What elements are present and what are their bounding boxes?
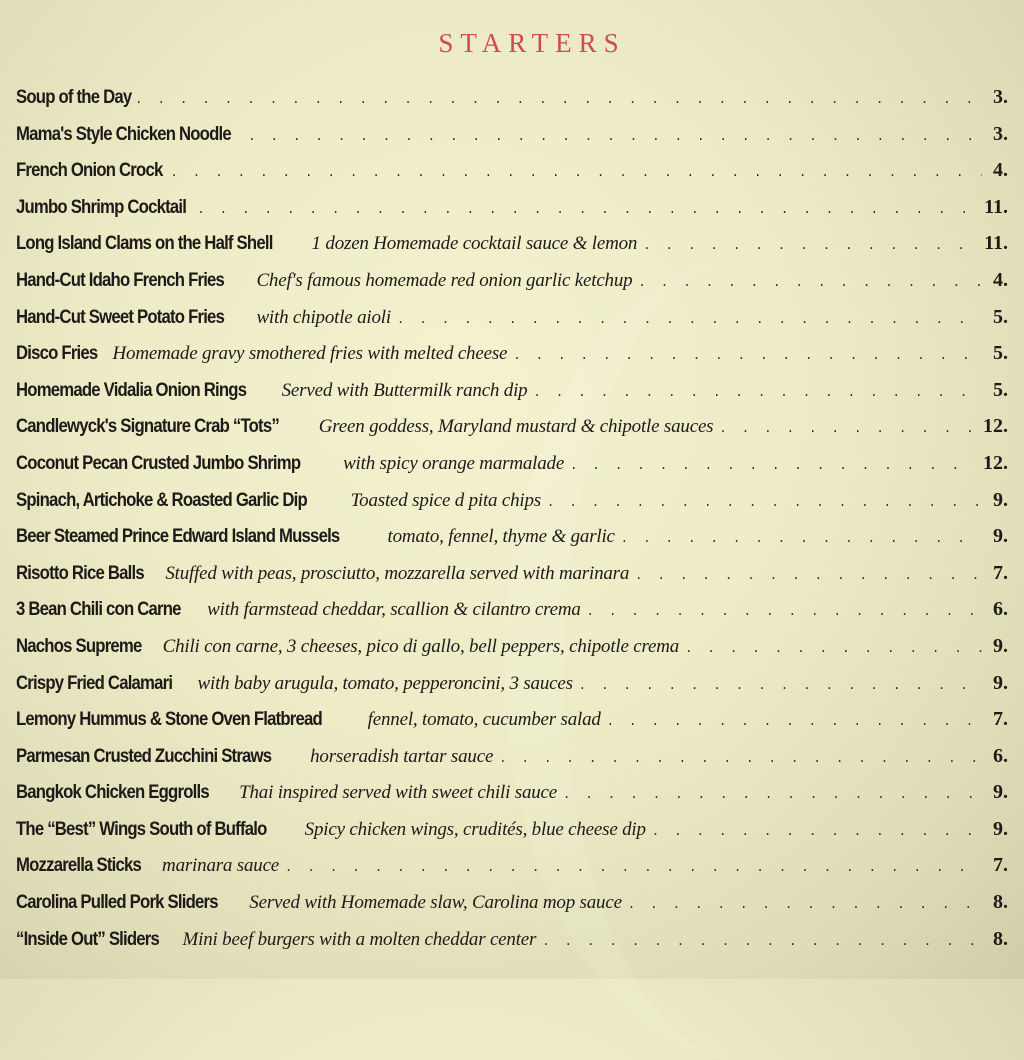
menu-item-description: Thai inspired served with sweet chili sauce bbox=[239, 782, 558, 804]
menu-item-name: 3 Bean Chili con Carne bbox=[16, 599, 181, 621]
menu-item-name: Mozzarella Sticks bbox=[16, 855, 142, 877]
dot-leader bbox=[652, 816, 982, 846]
menu-item-description: with chipotle aioli bbox=[256, 306, 391, 328]
menu-item-name: Disco Fries bbox=[16, 343, 98, 365]
menu-item bbox=[16, 155, 1008, 192]
dot-leader bbox=[513, 340, 982, 370]
dot-leader bbox=[533, 377, 982, 407]
dot-leader bbox=[638, 267, 982, 297]
menu-item-name: Crispy Fried Calamari bbox=[16, 672, 173, 694]
menu-item-price: 9. bbox=[993, 671, 1008, 694]
menu-item-price: 5. bbox=[993, 378, 1008, 401]
menu-item-price: 8. bbox=[993, 927, 1008, 950]
dot-leader bbox=[643, 230, 978, 260]
menu-item-name: Soup of the Day bbox=[16, 87, 132, 108]
dot-leader bbox=[607, 706, 982, 736]
menu-item-description: Mini beef burgers with a molten cheddar center bbox=[182, 928, 537, 950]
dot-leader bbox=[499, 743, 982, 773]
menu-item-name: Mama's Style Chicken Noodle bbox=[16, 123, 231, 145]
menu-item-price: 9. bbox=[993, 817, 1008, 840]
menu-item bbox=[16, 631, 1008, 668]
menu-item-name: Beer Steamed Prince Edward Island Mussels bbox=[16, 526, 340, 548]
menu-item-name: French Onion Crock bbox=[16, 160, 163, 182]
dot-leader bbox=[547, 487, 982, 517]
menu-item-price: 9. bbox=[993, 781, 1008, 804]
menu-item-list bbox=[16, 82, 1008, 960]
dot-leader bbox=[563, 779, 982, 809]
menu-item-price: 4. bbox=[993, 159, 1008, 182]
menu-item-name: Bangkok Chicken Eggrolls bbox=[16, 782, 209, 804]
dot-leader bbox=[685, 633, 982, 663]
menu-item bbox=[16, 192, 1008, 229]
dot-leader bbox=[570, 450, 977, 480]
menu-item bbox=[16, 265, 1008, 302]
menu-item bbox=[16, 814, 1008, 851]
menu-item bbox=[16, 119, 1008, 156]
menu-item-name: “Inside Out” Sliders bbox=[16, 928, 160, 950]
menu-item-description: Served with Buttermilk ranch dip bbox=[281, 379, 528, 401]
menu-item-description: 1 dozen Homemade cocktail sauce & lemon bbox=[311, 233, 638, 255]
menu-item bbox=[16, 668, 1008, 705]
menu-item bbox=[16, 485, 1008, 522]
menu-item-name: Homemade Vidalia Onion Rings bbox=[16, 379, 247, 401]
dot-leader bbox=[397, 304, 982, 334]
menu-item-name: Carolina Pulled Pork Sliders bbox=[16, 892, 218, 914]
menu-item-price: 4. bbox=[993, 268, 1008, 291]
menu-item-description: fennel, tomato, cucumber salad bbox=[367, 709, 601, 731]
menu-item-name: Nachos Supreme bbox=[16, 635, 142, 657]
menu-item-description: with spicy orange marmalade bbox=[343, 452, 565, 474]
menu-item bbox=[16, 704, 1008, 741]
menu-item-name: Jumbo Shrimp Cocktail bbox=[16, 196, 187, 218]
menu-item-name: The “Best” Wings South of Buffalo bbox=[16, 818, 267, 840]
dot-leader bbox=[285, 852, 982, 882]
menu-item-price: 7. bbox=[993, 854, 1008, 877]
menu-item bbox=[16, 82, 1008, 119]
menu-item-name: Spinach, Artichoke & Roasted Garlic Dip bbox=[16, 489, 307, 511]
menu-item-price: 3. bbox=[993, 86, 1008, 108]
menu-page bbox=[16, 24, 1008, 960]
menu-item-price: 7. bbox=[993, 561, 1008, 584]
section-title: STARTERS bbox=[438, 28, 626, 58]
dot-leader bbox=[542, 926, 982, 956]
menu-item-name: Coconut Pecan Crusted Jumbo Shrimp bbox=[16, 452, 301, 474]
menu-item-price: 11. bbox=[984, 195, 1008, 218]
menu-item-description: marinara sauce bbox=[162, 855, 280, 877]
menu-item-price: 5. bbox=[993, 342, 1008, 365]
dot-leader bbox=[197, 194, 978, 224]
menu-item-price: 5. bbox=[993, 305, 1008, 328]
menu-item-price: 8. bbox=[993, 891, 1008, 914]
menu-item bbox=[16, 594, 1008, 631]
menu-item bbox=[16, 338, 1008, 375]
menu-item bbox=[16, 375, 1008, 412]
menu-item bbox=[16, 302, 1008, 339]
menu-item-description: Chef's famous homemade red onion garlic ketchup bbox=[256, 269, 633, 291]
menu-item-name: Hand-Cut Sweet Potato Fries bbox=[16, 306, 225, 328]
menu-item-name: Risotto Rice Balls bbox=[16, 562, 144, 584]
dot-leader bbox=[635, 560, 982, 590]
menu-item-price: 9. bbox=[993, 525, 1008, 548]
menu-item-description: with farmstead cheddar, scallion & cilantro crema bbox=[207, 599, 581, 621]
menu-item-description: tomato, fennel, thyme & garlic bbox=[387, 526, 615, 548]
menu-item bbox=[16, 850, 1008, 887]
menu-item-price: 3. bbox=[993, 122, 1008, 145]
menu-item-description: Toasted spice d pita chips bbox=[350, 489, 541, 511]
menu-item-name: Lemony Hummus & Stone Oven Flatbread bbox=[16, 709, 322, 731]
dot-leader bbox=[587, 596, 982, 626]
menu-item-price: 11. bbox=[984, 232, 1008, 255]
menu-item bbox=[16, 924, 1008, 961]
menu-item-price: 12. bbox=[983, 451, 1008, 474]
menu-item-description: Spicy chicken wings, crudités, blue cheese dip bbox=[304, 818, 646, 840]
dot-leader bbox=[248, 121, 982, 151]
menu-item-price: 6. bbox=[993, 598, 1008, 621]
menu-item bbox=[16, 411, 1008, 448]
menu-item-price: 9. bbox=[993, 634, 1008, 657]
menu-item-name: Long Island Clams on the Half Shell bbox=[16, 233, 273, 255]
menu-item-price: 9. bbox=[993, 488, 1008, 511]
dot-leader bbox=[170, 157, 982, 187]
menu-item bbox=[16, 228, 1008, 265]
menu-item bbox=[16, 887, 1008, 924]
menu-item-description: horseradish tartar sauce bbox=[310, 745, 494, 767]
menu-item-name: Parmesan Crusted Zucchini Straws bbox=[16, 745, 272, 767]
menu-item-name: Hand-Cut Idaho French Fries bbox=[16, 269, 225, 291]
menu-item-name: Candlewyck's Signature Crab “Tots” bbox=[16, 416, 279, 438]
dot-leader bbox=[628, 889, 982, 919]
menu-item-description: Homemade gravy smothered fries with melted cheese bbox=[112, 343, 508, 365]
menu-item bbox=[16, 558, 1008, 595]
menu-item-description: with baby arugula, tomato, pepperoncini, 3 sauces bbox=[197, 672, 573, 694]
menu-item-price: 12. bbox=[983, 415, 1008, 438]
dot-leader bbox=[719, 413, 977, 443]
menu-item bbox=[16, 777, 1008, 814]
menu-item bbox=[16, 448, 1008, 485]
menu-item-description: Chili con carne, 3 cheeses, pico di gallo, bell peppers, chipotle crema bbox=[162, 635, 680, 657]
menu-item-description: Served with Homemade slaw, Carolina mop sauce bbox=[249, 892, 622, 914]
dot-leader bbox=[579, 670, 982, 700]
dot-leader bbox=[621, 523, 982, 553]
menu-item bbox=[16, 521, 1008, 558]
menu-item-description: Stuffed with peas, prosciutto, mozzarella served with marinara bbox=[165, 562, 630, 584]
menu-item bbox=[16, 741, 1008, 778]
menu-item-price: 7. bbox=[993, 708, 1008, 731]
menu-item-description: Green goddess, Maryland mustard & chipotle sauces bbox=[318, 416, 714, 438]
dot-leader bbox=[135, 84, 982, 114]
menu-item-price: 6. bbox=[993, 744, 1008, 767]
